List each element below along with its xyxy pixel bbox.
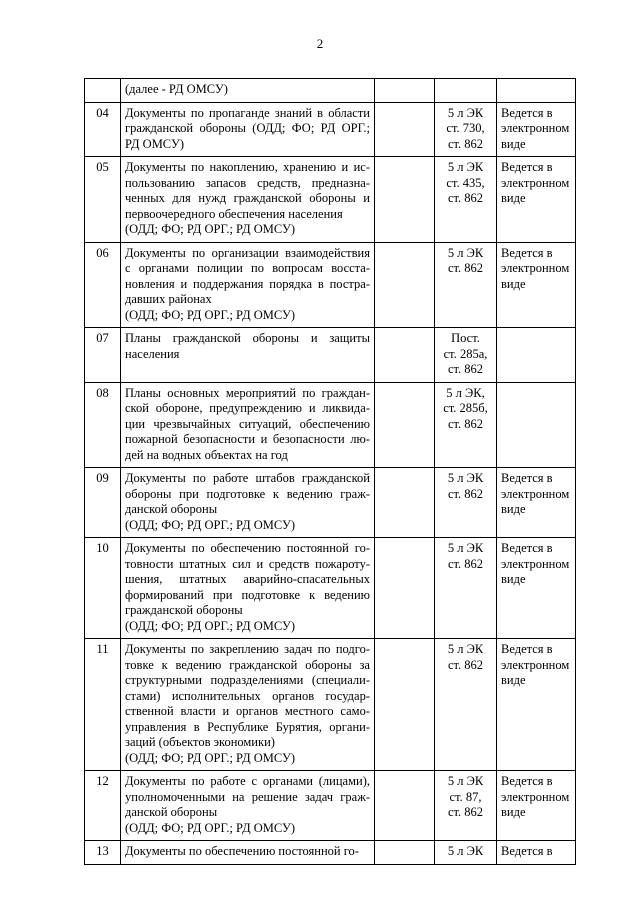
title-line: Планы гражданской обороны и защиты — [125, 331, 370, 345]
title-line: уполномоченными на решение задач граж- — [125, 789, 370, 804]
row-note: Ведется в электронном виде — [497, 102, 576, 157]
table-row — [85, 157, 576, 243]
title-line: Документы по пропаганде знаний в области — [125, 105, 370, 120]
row-number: 06 — [85, 242, 121, 328]
table-row — [85, 79, 576, 103]
row-number: 09 — [85, 468, 121, 538]
retention-term: 5 л ЭК — [435, 841, 497, 865]
row-title — [121, 468, 375, 538]
retention-term: 5 л ЭК, ст. 285б, ст. 862 — [435, 382, 497, 468]
retention-term: 5 л ЭК ст. 730, ст. 862 — [435, 102, 497, 157]
title-line: (ОДД; ФО; РД ОРГ.; РД ОМСУ) — [125, 618, 296, 633]
row-note: Ведется в электронном виде — [497, 538, 576, 639]
row-title — [121, 242, 375, 328]
title-line: структурными подразделениями (специали- — [125, 673, 370, 687]
title-line: Документы по организации взаимодействия — [125, 245, 370, 260]
row-note: Ведется в электронном виде — [497, 468, 576, 538]
page-number: 2 — [316, 36, 324, 51]
row-number — [85, 79, 121, 103]
title-line: товности штатных сил и средств пожароту- — [125, 556, 370, 571]
table-row — [85, 771, 576, 841]
title-line: РД ОМСУ) — [125, 136, 184, 151]
row-title — [121, 79, 375, 103]
title-line: ственной власти и органов местного само- — [125, 704, 370, 718]
retention-term: 5 л ЭК ст. 862 — [435, 639, 497, 771]
title-line: пользованию запасов средств, предназна- — [125, 175, 370, 190]
title-line: ции чрезвычайных ситуаций, обеспечению — [125, 416, 370, 431]
title-line: Планы основных мероприятий по граждан- — [125, 385, 370, 400]
row-note — [497, 328, 576, 383]
title-line: заций (объектов экономики) — [125, 735, 275, 749]
retention-term: 5 л ЭК ст. 862 — [435, 468, 497, 538]
empty-cell — [375, 468, 435, 538]
row-number: 08 — [85, 382, 121, 468]
retention-term — [435, 79, 497, 103]
row-title — [121, 382, 375, 468]
row-title — [121, 328, 375, 383]
empty-cell — [375, 841, 435, 865]
table-row — [85, 382, 576, 468]
empty-cell — [375, 771, 435, 841]
row-title — [121, 102, 375, 157]
title-line: гражданской обороны (ОДД; ФО; РД ОРГ.; — [125, 121, 370, 135]
title-line: первоочередного обеспечения населения — [125, 206, 343, 221]
empty-cell — [375, 102, 435, 157]
retention-term: 5 л ЭК ст. 87, ст. 862 — [435, 771, 497, 841]
title-line: (ОДД; ФО; РД ОРГ.; РД ОМСУ) — [125, 820, 296, 835]
empty-cell — [375, 382, 435, 468]
retention-term: 5 л ЭК ст. 435, ст. 862 — [435, 157, 497, 243]
row-number: 07 — [85, 328, 121, 383]
retention-term: Пост. ст. 285а, ст. 862 — [435, 328, 497, 383]
title-line: (ОДД; ФО; РД ОРГ.; РД ОМСУ) — [125, 222, 296, 236]
table-row — [85, 328, 576, 383]
title-line: формирований при подготовке к ведению — [125, 587, 370, 602]
title-line: Документы по работе штабов гражданской — [125, 471, 370, 485]
row-number: 12 — [85, 771, 121, 841]
title-line: давших районах — [125, 292, 212, 306]
row-title — [121, 841, 375, 865]
table-row — [85, 639, 576, 771]
title-line: гражданской обороны — [125, 603, 243, 617]
table-row — [85, 538, 576, 639]
row-number: 10 — [85, 538, 121, 639]
title-line: Документы по обеспечению постоянной го- — [125, 844, 359, 858]
title-line: обороны при подготовке к ведению граж- — [125, 486, 370, 501]
table-row — [85, 102, 576, 157]
title-line: Документы по работе с органами (лицами), — [125, 774, 370, 788]
title-line: управления в Республике Бурятия, органи- — [125, 719, 370, 734]
title-line: новления и поддержания порядка в постра- — [125, 276, 370, 291]
title-line: (ОДД; ФО; РД ОРГ.; РД ОМСУ) — [125, 517, 296, 532]
title-line: шения, штатных аварийно-спасательных — [125, 572, 370, 586]
title-line: товке к ведению гражданской обороны за — [125, 657, 370, 672]
title-line: с органами полиции по вопросам восста- — [125, 261, 370, 275]
empty-cell — [375, 538, 435, 639]
row-note: Ведется в — [497, 841, 576, 865]
row-note: Ведется в электронном виде — [497, 242, 576, 328]
empty-cell — [375, 639, 435, 771]
row-title — [121, 157, 375, 243]
row-title — [121, 538, 375, 639]
row-note: Ведется в электронном виде — [497, 639, 576, 771]
retention-term: 5 л ЭК ст. 862 — [435, 242, 497, 328]
empty-cell — [375, 157, 435, 243]
row-number: 04 — [85, 102, 121, 157]
retention-term: 5 л ЭК ст. 862 — [435, 538, 497, 639]
row-number: 11 — [85, 639, 121, 771]
table-row — [85, 242, 576, 328]
title-line: дей на водных объектах на год — [125, 447, 288, 462]
title-line: Документы по закреплению задач по подго- — [125, 642, 370, 656]
title-line: стами) исполнительных органов государ- — [125, 688, 370, 703]
row-number: 13 — [85, 841, 121, 865]
empty-cell — [375, 328, 435, 383]
title-line: (ОДД; ФО; РД ОРГ.; РД ОМСУ) — [125, 750, 296, 765]
empty-cell — [375, 79, 435, 103]
title-line: (далее - РД ОМСУ) — [125, 82, 228, 96]
records-table — [84, 78, 576, 865]
row-title — [121, 639, 375, 771]
title-line: Документы по обеспечению постоянной го- — [125, 541, 370, 555]
row-note — [497, 382, 576, 468]
title-line: данской обороны — [125, 502, 218, 516]
row-note: Ведется в электронном виде — [497, 771, 576, 841]
row-note: Ведется в электронном виде — [497, 157, 576, 243]
title-line: пожарной безопасности и безопасности лю- — [125, 432, 370, 446]
table-row — [85, 841, 576, 865]
table-row — [85, 468, 576, 538]
title-line: данской обороны — [125, 805, 218, 819]
title-line: ской обороне, предупреждению и ликвида- — [125, 401, 370, 415]
row-note — [497, 79, 576, 103]
title-line: Документы по накоплению, хранению и ис- — [125, 160, 370, 174]
row-number: 05 — [85, 157, 121, 243]
title-line: населения — [125, 346, 180, 361]
title-line: ченных для нужд гражданской обороны и — [125, 191, 370, 205]
row-title — [121, 771, 375, 841]
empty-cell — [375, 242, 435, 328]
title-line: (ОДД; ФО; РД ОРГ.; РД ОМСУ) — [125, 307, 296, 322]
